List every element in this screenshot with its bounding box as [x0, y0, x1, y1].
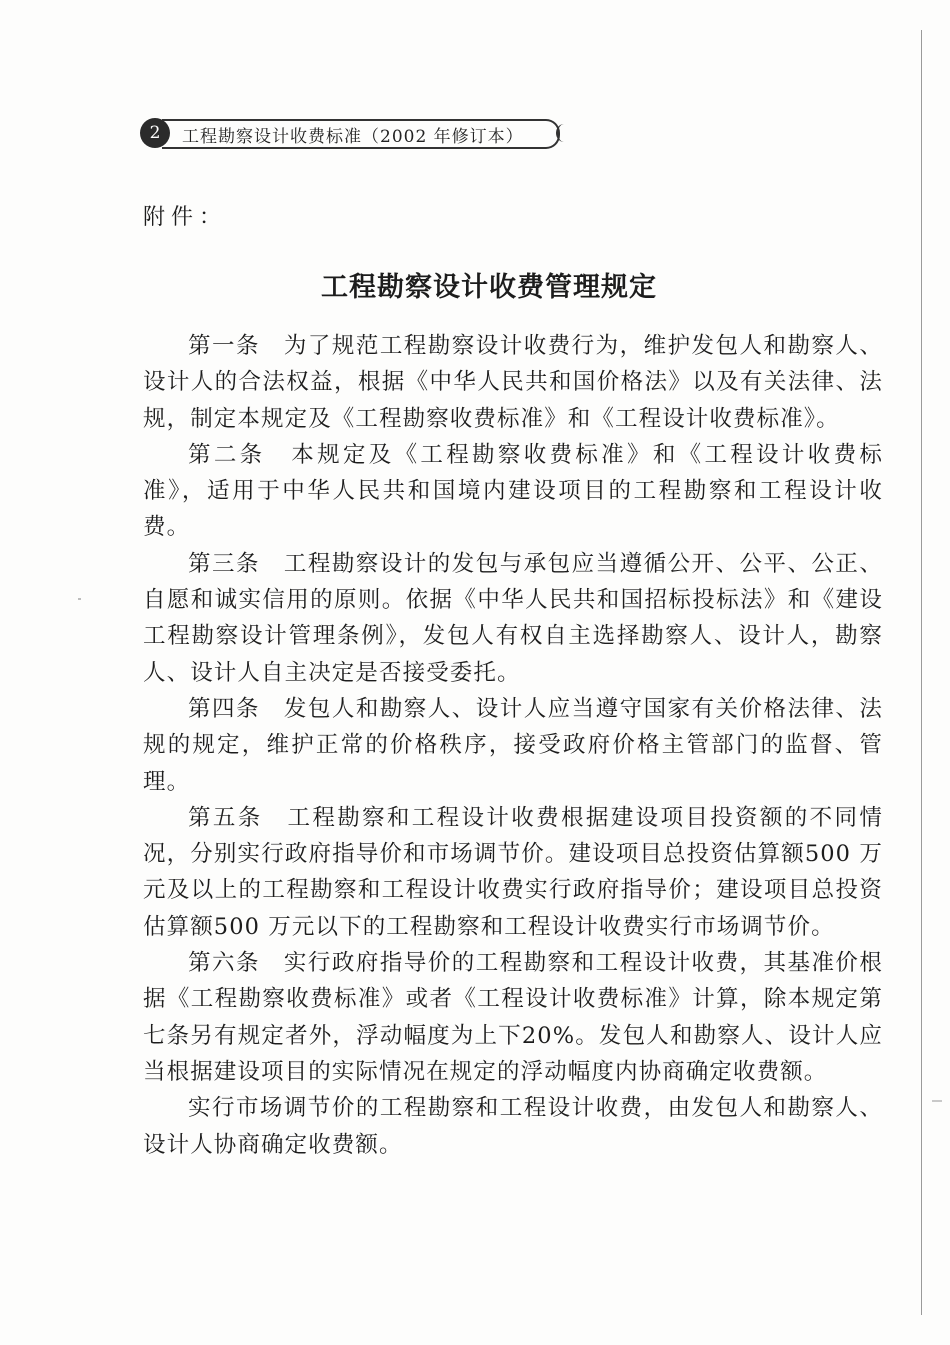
article-5: 第五条 工程勘察和工程设计收费根据建设项目投资额的不同情况，分别实行政府指导价和市场调节价。建设项目总投资估算额500 万元及以上的工程勘察和工程设计收费实行政府指导价；建设项目总投资估算额500 万元以下的工程勘察和工程设计收费实行市场调节价。	[143, 804, 883, 940]
article-1: 第一条 为了规范工程勘察设计收费行为，维护发包人和勘察人、设计人的合法权益，根据《中华人民共和国价格法》以及有关法律、法规，制定本规定及《工程勘察收费标准》和《工程设计收费标准》。	[143, 333, 883, 432]
article-3: 第三条 工程勘察设计的发包与承包应当遵循公开、公平、公正、自愿和诚实信用的原则。依据《中华人民共和国招标投标法》和《建设工程勘察设计管理条例》，发包人有权自主选择勘察人、设计人，勘察人、设计人自主决定是否接受委托。	[143, 550, 883, 686]
article-2: 第二条 本规定及《工程勘察收费标准》和《工程设计收费标准》，适用于中华人民共和国境内建设项目的工程勘察和工程设计收费。	[143, 441, 883, 541]
article-6: 第六条 实行政府指导价的工程勘察和工程设计收费，其基准价根据《工程勘察收费标准》或者《工程设计收费标准》计算，除本规定第七条另有规定者外，浮动幅度为上下20%。发包人和勘察人、设计人应当根据建设项目的实际情况在规定的浮动幅度内协商确定收费额。	[143, 950, 883, 1085]
scan-speck	[78, 598, 81, 600]
running-title: 工程勘察设计收费标准（2002 年修订本）	[182, 127, 524, 147]
document-title: 工程勘察设计收费管理规定	[321, 272, 657, 303]
header-ornament	[556, 124, 572, 142]
running-header	[140, 118, 572, 148]
article-4: 第四条 发包人和勘察人、设计人应当遵守国家有关价格法律、法规的规定，维护正常的价格秩序，接受政府价格主管部门的监督、管理。	[143, 695, 883, 795]
document-body	[143, 328, 883, 1163]
page-edge-line	[921, 30, 922, 1315]
attachment-label: 附件：	[143, 205, 228, 230]
page-number: 2	[140, 118, 170, 148]
article-6-continuation: 实行市场调节价的工程勘察和工程设计收费，由发包人和勘察人、设计人协商确定收费额。	[143, 1095, 883, 1158]
scan-speck	[932, 1100, 942, 1102]
